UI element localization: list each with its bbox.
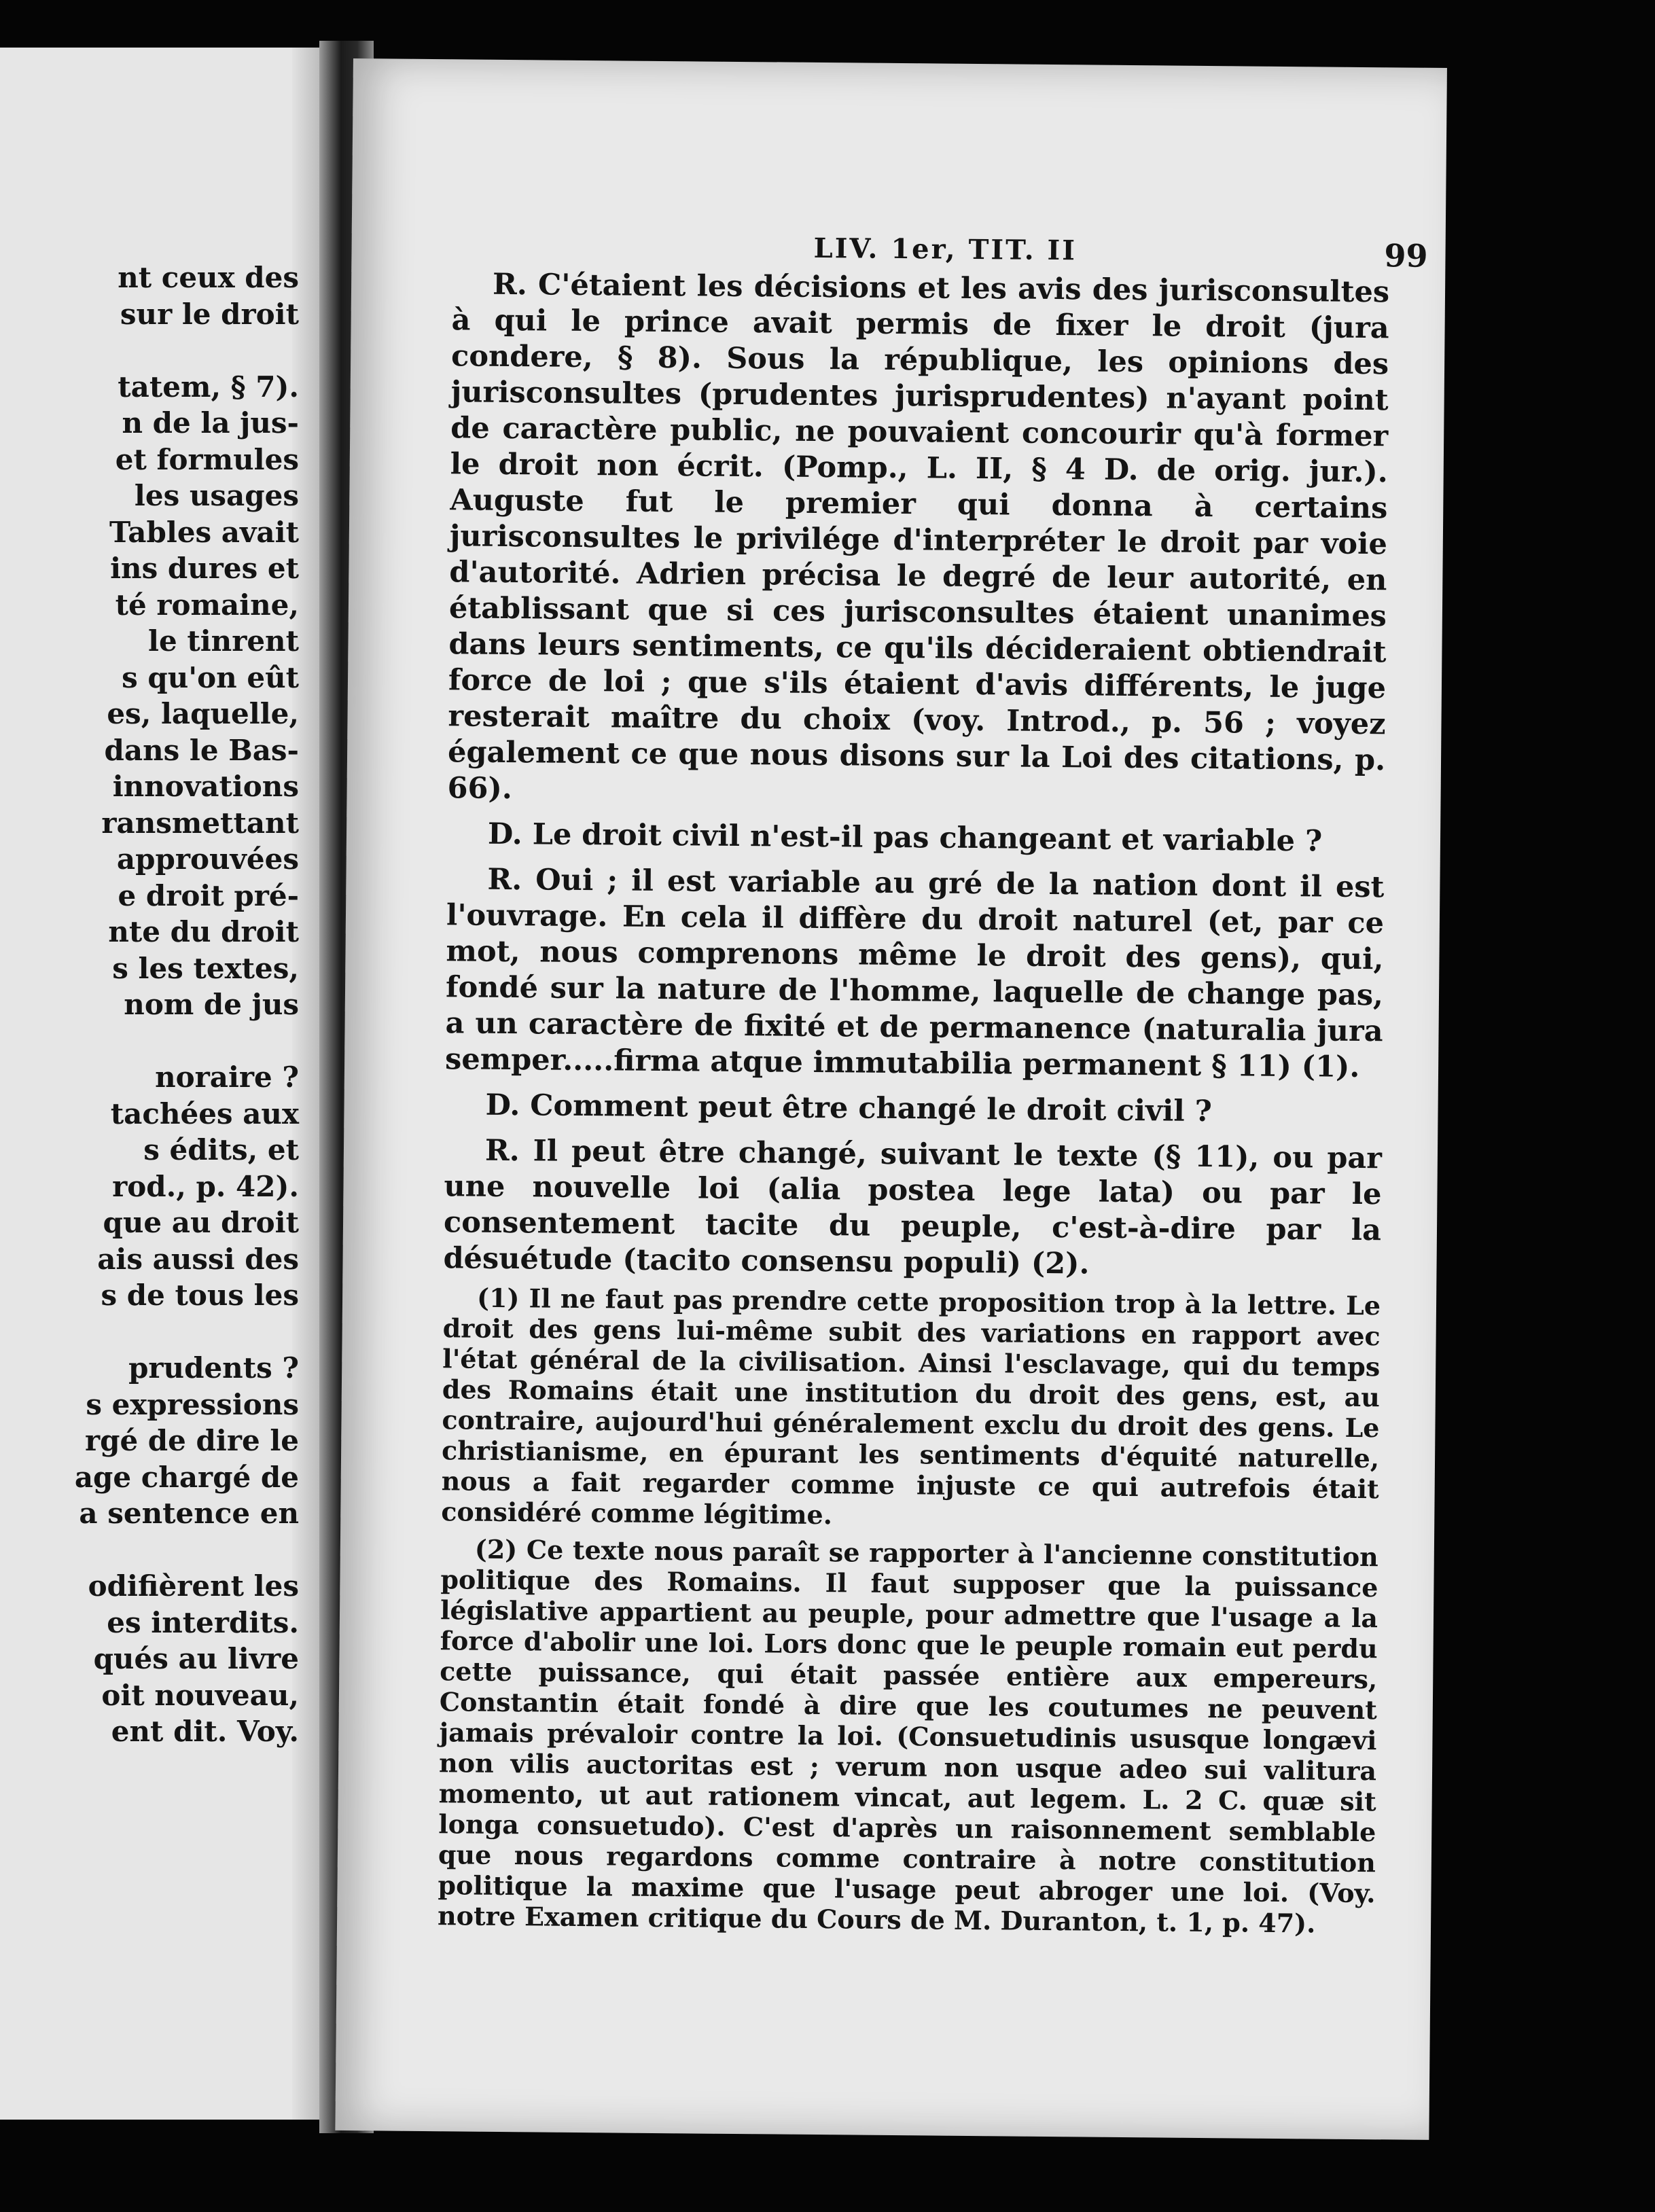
main-text <box>443 266 1389 1294</box>
footnote-1: (1) Il ne faut pas prendre cette proposition trop à la lettre. Le droit des gens lui-même subit des variations en rapport avec l'état général de la civilisation. Ainsi l'esclavage, qui du temps des Romains était une institution du droit des gens, est, au contraire, aujourd'hui généralement exclu du droit des gens. Le christianisme, en épurant les sentiments d'équité naturelle, nous a fait regarder comme injuste ce qui autrefois était considéré comme légitime. <box>441 1282 1381 1531</box>
left-page-line: oit nouveau, <box>101 1678 299 1712</box>
left-page-line: a sentence en <box>79 1497 299 1530</box>
left-page-line: qués au livre <box>93 1642 299 1675</box>
left-page-line: tachées aux <box>110 1096 299 1130</box>
left-page-line: age chargé de <box>74 1460 299 1494</box>
left-page-line: dans le Bas- <box>104 733 299 767</box>
left-page-line: ais aussi des <box>97 1242 299 1276</box>
left-facing-page <box>0 48 319 2120</box>
left-page-line: ent dit. Voy. <box>111 1715 299 1748</box>
left-page-line: approuvées <box>116 842 299 876</box>
page-number: 99 <box>1384 237 1428 274</box>
left-page-line: noraire ? <box>155 1060 299 1094</box>
left-page-line: et formules <box>115 442 299 476</box>
running-header <box>352 228 1446 274</box>
left-page-line: odifièrent les <box>88 1569 299 1603</box>
left-page-line: es interdits. <box>107 1605 299 1639</box>
left-page-line: ins dures et <box>110 552 299 585</box>
footnote-2: (2) Ce texte nous paraît se rapporter à l'ancienne constitution politique des Romains. Il faut supposer que la puissance législative appartient au peuple, pour admettre que l'usage a la force d'abolir une loi. Lors donc que le peuple romain eut perdu cette puissance, qui était passée entière aux empereurs, Constantin était fondé à dire que les coutumes ne peuvent jamais prévaloir contre la loi. (Consuetudinis ususque longævi non vilis auctoritas est ; verum non usque adeo sui valitura momento, ut aut rationem vincat, aut legem. L. 2 C. quæ sit longa consuetudo). C'est d'après un raisonnement semblable que nous regardons comme contraire à notre constitution politique la maxime que l'usage peut abroger une loi. (Voy. notre Examen critique du Cours de M. Duranton, t. 1, p. 47). <box>437 1533 1379 1939</box>
left-page-line: nte du droit <box>108 915 299 948</box>
left-page-line: ransmettant <box>101 806 299 840</box>
left-page-line: es, laquelle, <box>107 697 299 730</box>
left-page-line: le tinrent <box>148 624 299 658</box>
left-page-line: s de tous les <box>101 1279 299 1312</box>
left-page-line: innovations <box>112 770 299 803</box>
left-page-line: s qu'on eût <box>122 660 299 694</box>
left-page-line: s édits, et <box>143 1133 299 1166</box>
left-page-line: les usages <box>134 479 299 512</box>
header-title: LIV. 1er, TIT. II <box>813 232 1078 267</box>
left-page-line: rgé de dire le <box>84 1424 299 1457</box>
left-page-line: nom de jus <box>124 988 299 1021</box>
answer-paragraph-2: R. Oui ; il est variable au gré de la nation dont il est l'ouvrage. En cela il diffère du droit naturel (et, par ce mot, nous comprenons même le droit des gens), qui, fondé sur la nature de l'homme, laquelle de change pas, a un caractère de fixité et de permanence (naturalia jura semper.....firma atque immutabilia permanent § 11) (1). <box>444 862 1385 1084</box>
answer-paragraph-3: R. Il peut être changé, suivant le texte (§ 11), ou par une nouvelle loi (alia postea lege lata) ou par le consentement tacite du peuple, c'est-à-dire par la désuétude (tacito consensu populi) (2). <box>443 1133 1383 1281</box>
footnotes <box>438 1282 1381 1946</box>
answer-paragraph-1: R. C'étaient les décisions et les avis des jurisconsultes à qui le prince avait permis de fixer le droit (jura condere, § 8). Sous la république, les opinions des jurisconsultes (prudentes jurisprudentes) n'ayant point de caractère public, ne pouvaient concourir qu'à former le droit non écrit. (Pomp., L. II, § 4 D. de orig. jur.). Auguste fut le premier qui donna à certains jurisconsultes le privilége d'interpréter le droit par voie d'autorité. Adrien précisa le degré de leur autorité, en établissant que si ces jurisconsultes étaient unanimes dans leurs sentiments, ce qu'ils décideraient obtiendrait force de loi ; que s'ils étaient d'avis différents, le juge resterait maître du choix (voy. Introd., p. 56 ; voyez également ce que nous disons sur la Loi des citations, p. 66). <box>447 267 1390 806</box>
left-page-line: e droit pré- <box>118 878 299 912</box>
left-page-line: prudents ? <box>128 1351 299 1385</box>
question-2: D. Le droit civil n'est-il pas changeant et variable ? <box>487 817 1323 859</box>
left-page-line: que au droit <box>103 1206 299 1239</box>
left-page-line: Tables avait <box>109 515 299 549</box>
left-page-line: n de la jus- <box>122 406 299 440</box>
left-page-line: sur le droit <box>120 297 299 331</box>
left-page-line: s les textes, <box>112 951 299 985</box>
left-page-line: té romaine, <box>115 588 299 622</box>
left-page-line: s expressions <box>86 1387 299 1421</box>
right-page <box>335 58 1447 2140</box>
left-page-line: tatem, § 7). <box>118 370 299 404</box>
left-page-line: rod., p. 42). <box>112 1169 299 1203</box>
left-page-line: nt ceux des <box>118 261 299 294</box>
question-3: D. Comment peut être changé le droit civil ? <box>485 1088 1213 1129</box>
